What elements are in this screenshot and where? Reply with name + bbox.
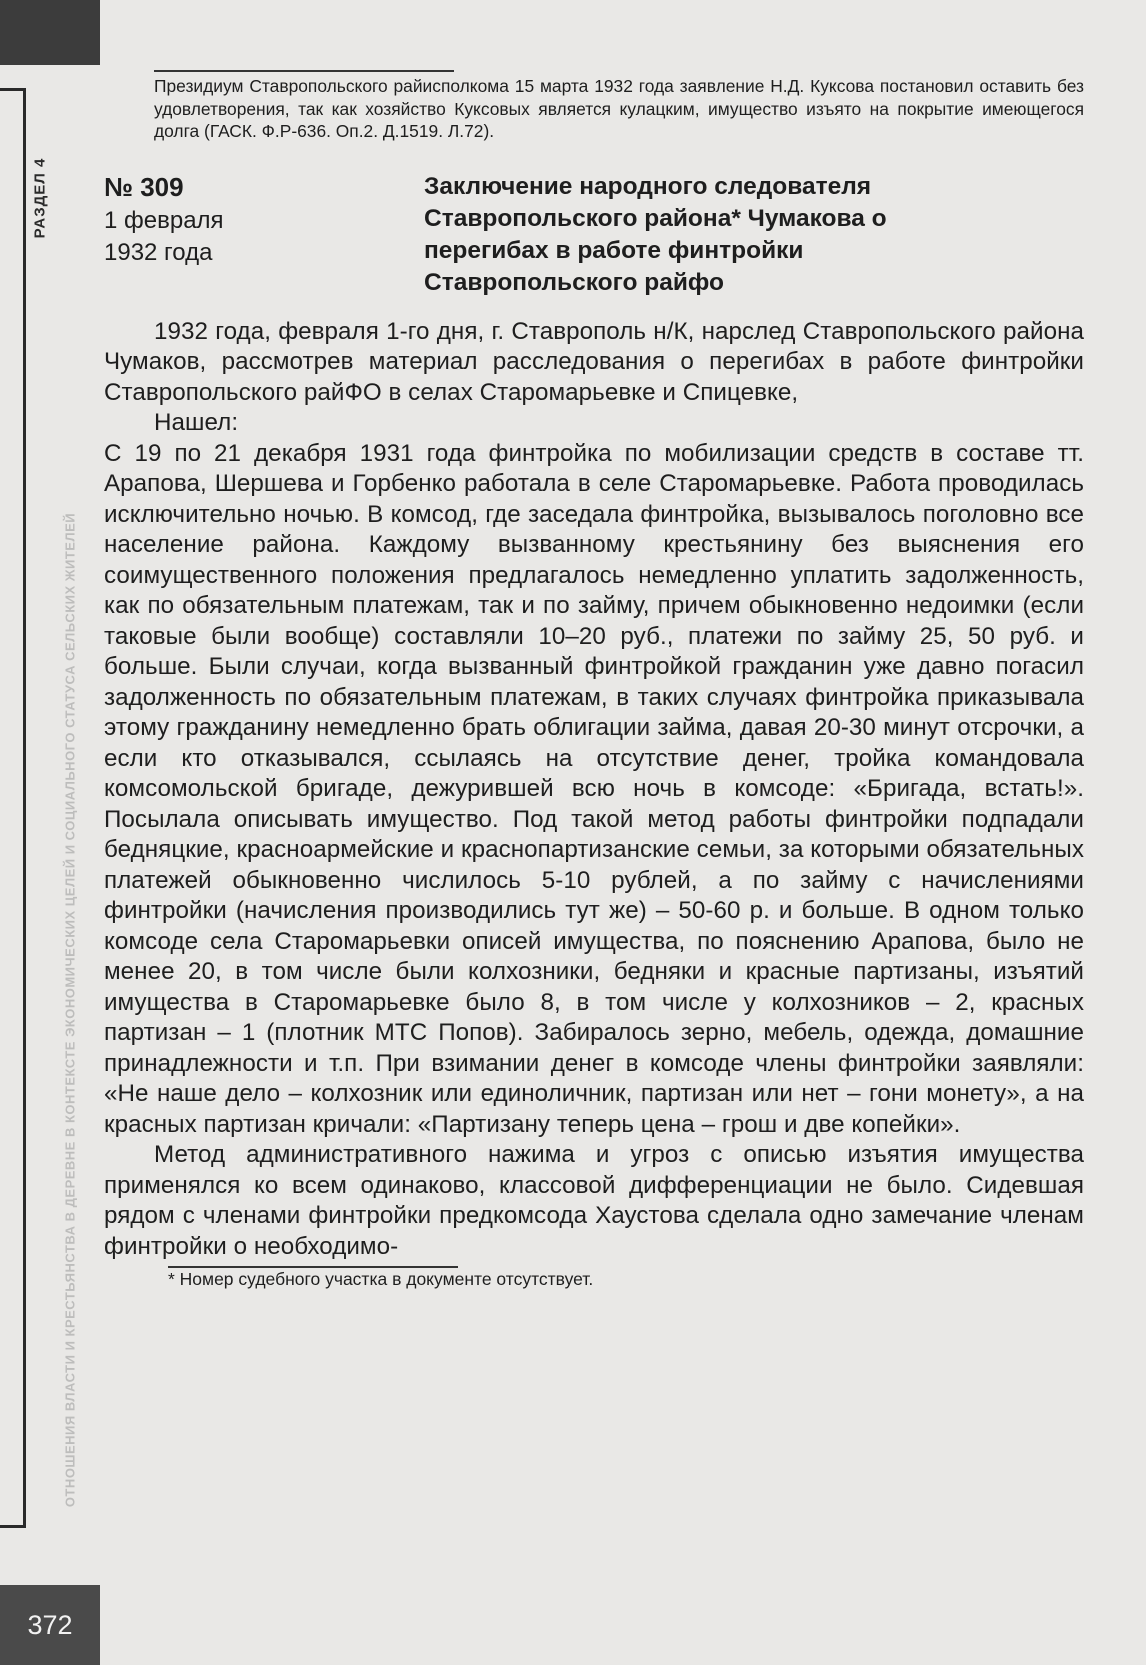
page-number-box xyxy=(0,1585,100,1665)
document-number: № 309 xyxy=(104,171,184,202)
corner-block xyxy=(0,0,100,65)
document-header xyxy=(104,171,1084,303)
section-label: РАЗДЕЛ 4 xyxy=(31,157,49,239)
footnote: * Номер судебного участка в документе отсутствует. xyxy=(168,1269,594,1289)
document-body xyxy=(104,317,1084,1263)
page-content xyxy=(104,70,1084,1291)
page-number: 372 xyxy=(27,1609,73,1640)
document-date-year: 1932 года xyxy=(104,238,213,266)
document-date xyxy=(104,205,274,269)
document-date-day: 1 февраля xyxy=(104,206,224,234)
spine-running-title: ОТНОШЕНИЯ ВЛАСТИ И КРЕСТЬЯНСТВА В ДЕРЕВНЕ В КОНТЕКСТЕ ЭКОНОМИЧЕСКИХ ЦЕЛЕЙ И СОЦИАЛЬНОГО СТАТУСА СЕЛЬСКИХ ЖИТЕЛЕЙ xyxy=(62,512,78,1508)
body-found-heading: Нашел: xyxy=(154,409,239,436)
top-note: Президиум Ставропольского райисполкома 15 марта 1932 года заявление Н.Д. Куксова постановил оставить без удовлетворения, так как хозяйство Куксовых является кулацким, имущество изъято на покрытие имеющегося долга (ГАСК. Ф.Р-636. Оп.2. Д.1519. Л.72). xyxy=(154,76,1084,141)
top-note-rule xyxy=(154,70,454,72)
left-margin-frame xyxy=(0,88,26,1528)
document-title: Заключение народного следователя Ставропольского района* Чумакова о перегибах в работе финтройки Ставропольского райфо xyxy=(424,172,887,296)
body-paragraph-main: С 19 по 21 декабря 1931 года финтройка по мобилизации средств в составе тт. Арапова, Шершева и Горбенко работала в селе Старомарьевке. Работа проводилась исключительно ночью. В комсод, где заседала финтройка, вызывалось поголовно все население района. Каждому вызванному крестьянину без выяснения его соимущественного положения предлагалось немедленно уплатить задолженность, как по обязательным платежам, так и по займу, причем обыкновенно недоимки (если таковые были вообще) составляли 10–20 руб., платежи по займу 25, 50 руб. и больше. Были случаи, когда вызванный финтройкой гражданин уже давно погасил задолженность по обязательным платежам, в таких случаях финтройка приказывала этому гражданину немедленно брать облигации займа, давая 20-30 минут отсрочки, а если кто отказывался, ссылаясь на отсутствие денег, тройка командовала комсомольской бригаде, дежурившей всю ночь в комсоде: «Бригада, встать!». Посылала описывать имущество. Под такой метод работы финтройки подпадали бедняцкие, красноармейские и краснопартизанские семьи, за которыми обязательных платежей обыкновенно числилось 5-10 рублей, а по займу с начислениями финтройки (начисления производились тут же) – 50-60 р. и больше. В одном только комсоде села Старомарьевки описей имущества, по пояснению Арапова, было не менее 20, в том числе были колхозники, бедняки и красные партизаны, изъятий имущества в Старомарьевке было 8, в том числе у колхозников – 2, красных партизан – 1 (плотник МТС Попов). Забиралось зерно, мебель, одежда, домашние принадлежности и т.п. При взимании денег в комсоде члены финтройки заявляли: «Не наше дело – колхозник или единоличник, партизан или нет – гони монету», а на красных партизан кричали: «Партизану теперь цена – грош и две копейки». xyxy=(104,439,1084,1138)
body-paragraph-method: Метод административного нажима и угроз с описью изъятия имущества применялся ко всем одинаково, классовой дифференциации не было. Сидевшая рядом с членами финтройки предкомсода Хаустова сделала одно замечание членам финтройки о необходимо- xyxy=(104,1141,1084,1260)
body-paragraph-intro: 1932 года, февраля 1-го дня, г. Ставрополь н/К, нарслед Ставропольского района Чумаков, рассмотрев материал расследования о перегибах в работе финтройки Ставропольского райФО в селах Старомарьевке и Спицевке, xyxy=(104,317,1084,406)
